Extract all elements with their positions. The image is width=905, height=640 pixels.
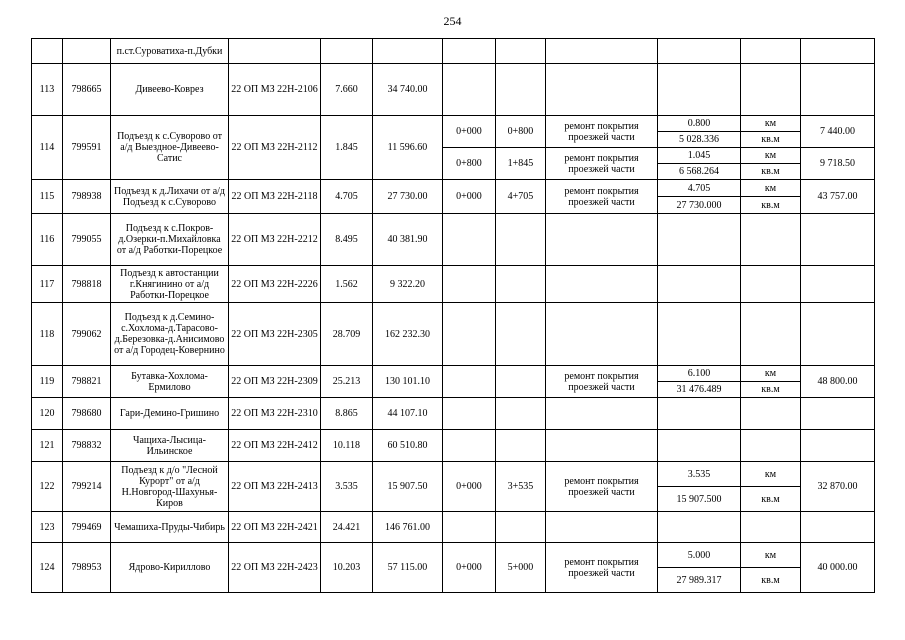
cell-code: 799469 (63, 512, 111, 543)
cell-empty (801, 303, 875, 366)
cell-code: 799055 (63, 214, 111, 266)
cell-section-from: 0+000 (443, 462, 496, 512)
cell-area: 162 232.30 (373, 303, 443, 366)
cell-empty (496, 214, 546, 266)
cell-empty (658, 64, 741, 116)
table-row (32, 398, 875, 430)
cell-reg-number: 22 ОП МЗ 22Н-2413 (229, 462, 321, 512)
cell-section-from (443, 366, 496, 398)
cell-road-name: Гари-Демино-Гришино (111, 398, 229, 430)
cell-empty (658, 39, 741, 64)
cell-work-area: 27 730.000 (658, 197, 741, 214)
cell-length: 24.421 (321, 512, 373, 543)
cell-section-from: 0+000 (443, 543, 496, 593)
cell-work-length: 5.000 (658, 543, 741, 568)
cell-area: 27 730.00 (373, 180, 443, 214)
table-row (32, 462, 875, 487)
cell-empty (741, 266, 801, 303)
cell-empty (496, 64, 546, 116)
cell-empty (496, 512, 546, 543)
table-row (32, 430, 875, 462)
cell-road-name: Подъезд к д.Семино-с.Хохлома-д.Тарасово-д.Березовка-д.Анисимово от а/д Городец-Ковернино (111, 303, 229, 366)
cell-empty (741, 398, 801, 430)
cell-unit-km: км (741, 543, 801, 568)
cell-road-name: Подъезд к д/о "Лесной Курорт" от а/д Н.Новгород-Шахунья-Киров (111, 462, 229, 512)
cell-area: 11 596.60 (373, 116, 443, 180)
cell-empty (373, 39, 443, 64)
cell-cost: 7 440.00 (801, 116, 875, 148)
cell-code: 798821 (63, 366, 111, 398)
cell-road-name: Подъезд к с.Покров-д.Озерки-п.Михайловка от а/д Работки-Порецкое (111, 214, 229, 266)
table-row (32, 543, 875, 568)
table-row (32, 512, 875, 543)
cell-empty (801, 64, 875, 116)
cell-empty (801, 214, 875, 266)
cell-empty (546, 303, 658, 366)
cell-road-name: Бутавка-Хохлома-Ермилово (111, 366, 229, 398)
cell-area: 146 761.00 (373, 512, 443, 543)
cell-section-to: 0+800 (496, 116, 546, 148)
cell-empty (741, 214, 801, 266)
cell-cost: 32 870.00 (801, 462, 875, 512)
cell-work-type: ремонт покрытия проезжей части (546, 462, 658, 512)
cell-num: 115 (32, 180, 63, 214)
cell-length: 10.203 (321, 543, 373, 593)
cell-cost: 48 800.00 (801, 366, 875, 398)
cell-reg-number: 22 ОП МЗ 22Н-2212 (229, 214, 321, 266)
cell-work-type: ремонт покрытия проезжей части (546, 180, 658, 214)
cell-section-to: 1+845 (496, 148, 546, 180)
cell-empty (443, 214, 496, 266)
cell-work-type: ремонт покрытия проезжей части (546, 366, 658, 398)
cell-length: 8.865 (321, 398, 373, 430)
cell-empty (496, 430, 546, 462)
cell-num: 123 (32, 512, 63, 543)
cell-empty (546, 430, 658, 462)
cell-unit-km: км (741, 366, 801, 382)
cell-empty (496, 398, 546, 430)
cell-work-area: 27 989.317 (658, 568, 741, 593)
cell-num: 118 (32, 303, 63, 366)
cell-unit-sqm: кв.м (741, 487, 801, 512)
cell-empty (496, 266, 546, 303)
cell-code: 798818 (63, 266, 111, 303)
cell-length: 4.705 (321, 180, 373, 214)
cell-cost: 40 000.00 (801, 543, 875, 593)
cell-code: 799214 (63, 462, 111, 512)
cell-road-name: Чемашиха-Пруды-Чибирь (111, 512, 229, 543)
table-row (32, 214, 875, 266)
cell-section-from: 0+000 (443, 116, 496, 148)
cell-reg-number: 22 ОП МЗ 22Н-2226 (229, 266, 321, 303)
cell-length: 1.562 (321, 266, 373, 303)
cell-length: 25.213 (321, 366, 373, 398)
cell-empty (658, 303, 741, 366)
road-repair-table (31, 38, 875, 593)
cell-area: 60 510.80 (373, 430, 443, 462)
cell-empty (658, 430, 741, 462)
cell-code: 798680 (63, 398, 111, 430)
cell-section-to (496, 366, 546, 398)
cell-code (63, 39, 111, 64)
cell-empty (801, 266, 875, 303)
cell-empty (801, 512, 875, 543)
cell-work-length: 3.535 (658, 462, 741, 487)
cell-empty (741, 64, 801, 116)
cell-empty (546, 512, 658, 543)
cell-code: 798953 (63, 543, 111, 593)
cell-work-area: 6 568.264 (658, 164, 741, 180)
cell-section-from: 0+000 (443, 180, 496, 214)
cell-road-name: Дивеево-Коврез (111, 64, 229, 116)
cell-work-type: ремонт покрытия проезжей части (546, 543, 658, 593)
cell-reg-number: 22 ОП МЗ 22Н-2305 (229, 303, 321, 366)
cell-code: 798832 (63, 430, 111, 462)
cell-work-area: 31 476.489 (658, 382, 741, 398)
cell-empty (741, 430, 801, 462)
cell-reg-number: 22 ОП МЗ 22Н-2412 (229, 430, 321, 462)
table-row (32, 303, 875, 366)
cell-reg-number: 22 ОП МЗ 22Н-2423 (229, 543, 321, 593)
cell-empty (741, 303, 801, 366)
cell-section-to: 4+705 (496, 180, 546, 214)
cell-area: 40 381.90 (373, 214, 443, 266)
cell-length: 8.495 (321, 214, 373, 266)
cell-empty (546, 39, 658, 64)
cell-area: 130 101.10 (373, 366, 443, 398)
cell-section-from: 0+800 (443, 148, 496, 180)
cell-empty (658, 512, 741, 543)
cell-empty (546, 64, 658, 116)
cell-num: 122 (32, 462, 63, 512)
cell-area: 9 322.20 (373, 266, 443, 303)
cell-empty (546, 266, 658, 303)
cell-road-name: Подъезд к автостанции г.Княгинино от а/д Работки-Порецкое (111, 266, 229, 303)
cell-empty (443, 64, 496, 116)
cell-num: 120 (32, 398, 63, 430)
cell-section-to: 5+000 (496, 543, 546, 593)
cell-empty (546, 398, 658, 430)
cell-section-to: 3+535 (496, 462, 546, 512)
cell-num: 121 (32, 430, 63, 462)
cell-road-name: Ядрово-Кириллово (111, 543, 229, 593)
cell-unit-km: км (741, 148, 801, 164)
cell-road-name: Чащиха-Лысица-Ильинское (111, 430, 229, 462)
cell-empty (801, 39, 875, 64)
cell-road-name: Подъезд к с.Суворово от а/д Выездное-Дивеево-Сатис (111, 116, 229, 180)
cell-code: 798665 (63, 64, 111, 116)
cell-area: 34 740.00 (373, 64, 443, 116)
cell-empty (229, 39, 321, 64)
cell-work-area: 15 907.500 (658, 487, 741, 512)
cell-road-name: Подъезд к д.Лихачи от а/д Подъезд к с.Суворово (111, 180, 229, 214)
cell-unit-km: км (741, 180, 801, 197)
cell-num: 114 (32, 116, 63, 180)
cell-empty (443, 512, 496, 543)
cell-work-area: 5 028.336 (658, 132, 741, 148)
cell-empty (741, 39, 801, 64)
cell-code: 798938 (63, 180, 111, 214)
cell-work-type: ремонт покрытия проезжей части (546, 116, 658, 148)
page-number: 254 (443, 14, 462, 28)
cell-length: 28.709 (321, 303, 373, 366)
table-row (32, 180, 875, 197)
cell-work-length: 4.705 (658, 180, 741, 197)
cell-area: 44 107.10 (373, 398, 443, 430)
cell-unit-sqm: кв.м (741, 164, 801, 180)
cell-empty (658, 214, 741, 266)
cell-num: 124 (32, 543, 63, 593)
table-row (32, 39, 875, 64)
cell-num: 113 (32, 64, 63, 116)
cell-work-type: ремонт покрытия проезжей части (546, 148, 658, 180)
cell-length: 10.118 (321, 430, 373, 462)
cell-code: 799062 (63, 303, 111, 366)
cell-empty (496, 39, 546, 64)
cell-num: 119 (32, 366, 63, 398)
cell-reg-number: 22 ОП МЗ 22Н-2421 (229, 512, 321, 543)
cell-road-name: п.ст.Суроватиха-п.Дубки (111, 39, 229, 64)
cell-unit-sqm: кв.м (741, 568, 801, 593)
cell-length: 3.535 (321, 462, 373, 512)
cell-empty (658, 398, 741, 430)
cell-area: 15 907.50 (373, 462, 443, 512)
cell-empty (321, 39, 373, 64)
cell-num (32, 39, 63, 64)
cell-num: 116 (32, 214, 63, 266)
cell-empty (443, 398, 496, 430)
cell-work-length: 0.800 (658, 116, 741, 132)
cell-empty (443, 303, 496, 366)
cell-reg-number: 22 ОП МЗ 22Н-2310 (229, 398, 321, 430)
table-row (32, 366, 875, 382)
cell-empty (443, 39, 496, 64)
cell-work-length: 1.045 (658, 148, 741, 164)
cell-empty (801, 430, 875, 462)
table-row (32, 266, 875, 303)
cell-unit-km: км (741, 462, 801, 487)
cell-unit-sqm: кв.м (741, 132, 801, 148)
cell-length: 1.845 (321, 116, 373, 180)
cell-cost: 43 757.00 (801, 180, 875, 214)
cell-work-length: 6.100 (658, 366, 741, 382)
cell-unit-km: км (741, 116, 801, 132)
cell-empty (801, 398, 875, 430)
cell-empty (443, 266, 496, 303)
cell-area: 57 115.00 (373, 543, 443, 593)
cell-empty (496, 303, 546, 366)
cell-reg-number: 22 ОП МЗ 22Н-2112 (229, 116, 321, 180)
cell-empty (546, 214, 658, 266)
cell-reg-number: 22 ОП МЗ 22Н-2106 (229, 64, 321, 116)
cell-num: 117 (32, 266, 63, 303)
cell-empty (443, 430, 496, 462)
cell-cost: 9 718.50 (801, 148, 875, 180)
table-row (32, 64, 875, 116)
cell-length: 7.660 (321, 64, 373, 116)
cell-reg-number: 22 ОП МЗ 22Н-2118 (229, 180, 321, 214)
cell-code: 799591 (63, 116, 111, 180)
cell-unit-sqm: кв.м (741, 197, 801, 214)
table-row (32, 116, 875, 132)
cell-empty (658, 266, 741, 303)
cell-reg-number: 22 ОП МЗ 22Н-2309 (229, 366, 321, 398)
cell-unit-sqm: кв.м (741, 382, 801, 398)
cell-empty (741, 512, 801, 543)
